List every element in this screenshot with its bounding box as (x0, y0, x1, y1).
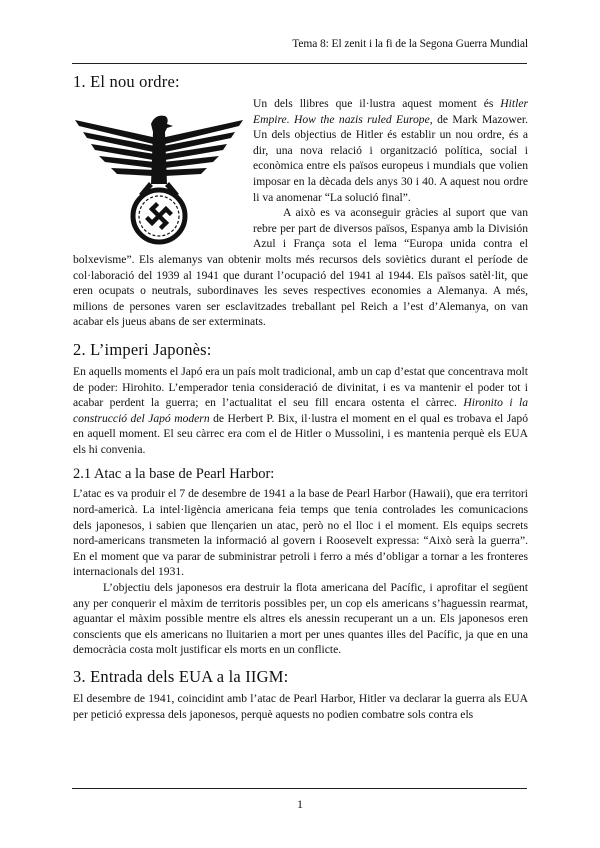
section-2-paragraph: En aquells moments el Japó era un país molt tradicional, amb un cap d’estat que concentrava molt de poder: Hirohito. L’emperador tenia consideració de divinitat, i es va mantenir el poder tot i acabar perdent la guerra; en l’actualitat el seu fill encara ostenta el càrrec. Hironito i la construcció del Japó modern de Herbert P. Bix, il·lustra el moment en el qual es trobava el Japó en aquell moment. El seu càrrec era com el de Hitler o Mussolini, i es mantenia perquè els EUA els hi convenia. (73, 364, 528, 456)
section-3-paragraph-1: El desembre de 1941, coincidint amb l’atac de Pearl Harbor, Hitler va declarar la guerra als EUA per petició expressa dels japonesos, perquè aquests no podien combatre sols contra els (73, 692, 528, 721)
section-pearl-harbor (73, 466, 528, 658)
footer-rule (72, 788, 527, 789)
section-1-paragraph-2: A això es va aconseguir gràcies al suport que van rebre per part de diversos països, Espanya amb la División Azul i França sota el lema “Europa unida contra el bolxevisme”. Els alemanys van obtenir molts més recursos dels soviètics durant el període de col·laboració del 1939 al 1941 que durant l’ocupació del 1941 al 1944. Els països satèl·lit, que eren ocupats o neutrals, subordinaves les seves respectives economies a Alemanya. A més, milions de persones varen ser esclavitzades treballant pel Reich a l’est d’Alemanya, on van acabar els jueus abans de ser exterminats. (73, 206, 528, 329)
section-2-heading: 2. L’imperi Japonès: (73, 339, 212, 359)
section-2-1-heading: 2.1 Atac a la base de Pearl Harbor: (73, 466, 275, 483)
book-title-hironito: Hironito i la construcció del Japó modern (73, 396, 528, 425)
eagle-emblem-icon (69, 98, 249, 248)
header-rule (72, 63, 527, 64)
section-2-1-paragraph-1: L’atac es va produir el 7 de desembre de 1941 a la base de Pearl Harbor (Hawaii), que era territori nord-americà. La intel·ligència americana feia temps que tenia controlades les comunicacions dels japonesos, i sabien que llençarien un atac, però no el lloc i el moment. Els equips secrets nord-americans transmeten la informació al govern i Roosevelt expressa: “Això serà la guerra”. En el moment que va parar de subministrar petroli i ferro a més d’obligar a tornar a les fronteres internacionals del 1931. (73, 487, 528, 579)
section-3-heading: 3. Entrada dels EUA a la IIGM: (73, 667, 289, 686)
section-1-paragraph-1: Un dels llibres que il·lustra aquest moment és Hitler Empire. How the nazis ruled Europe, de Mark Mazower. Un dels objectius de Hitler és establir un nou ordre, és a dir, una nova relació i organització política, social i econòmica entre els països europeus i mundials que volien imposar en la dècada dels anys 30 i 40. A aquest nou ordre li va anomenar “La solució final”. (253, 97, 528, 204)
section-entrada-eua (73, 667, 528, 722)
book-title-hitler-empire: Hitler Empire. How the nazis ruled Europe, (253, 97, 528, 126)
section-nou-ordre (73, 72, 528, 330)
page-content (73, 72, 528, 722)
page-number: 1 (297, 797, 303, 811)
section-2-1-paragraph-2: L’objectiu dels japonesos era destruir la flota americana del Pacífic, i aprofitar el següent any per conquerir el màxim de territoris possibles per, un cop els americans s’haguessin rearmat, aguantar el màxim possible mentre els altres els anessin recuperant un a un. Els japonesos eren conscients que els americans no lluitarien a mort per unes quantes illes del Pacífic, ja que en una democràcia costa molt justificar els morts en un conflicte. (73, 581, 528, 657)
running-header: Tema 8: El zenit i la fi de la Segona Guerra Mundial (292, 38, 528, 50)
section-1-heading: 1. El nou ordre: (73, 72, 180, 91)
section-imperi-japones (73, 340, 528, 458)
